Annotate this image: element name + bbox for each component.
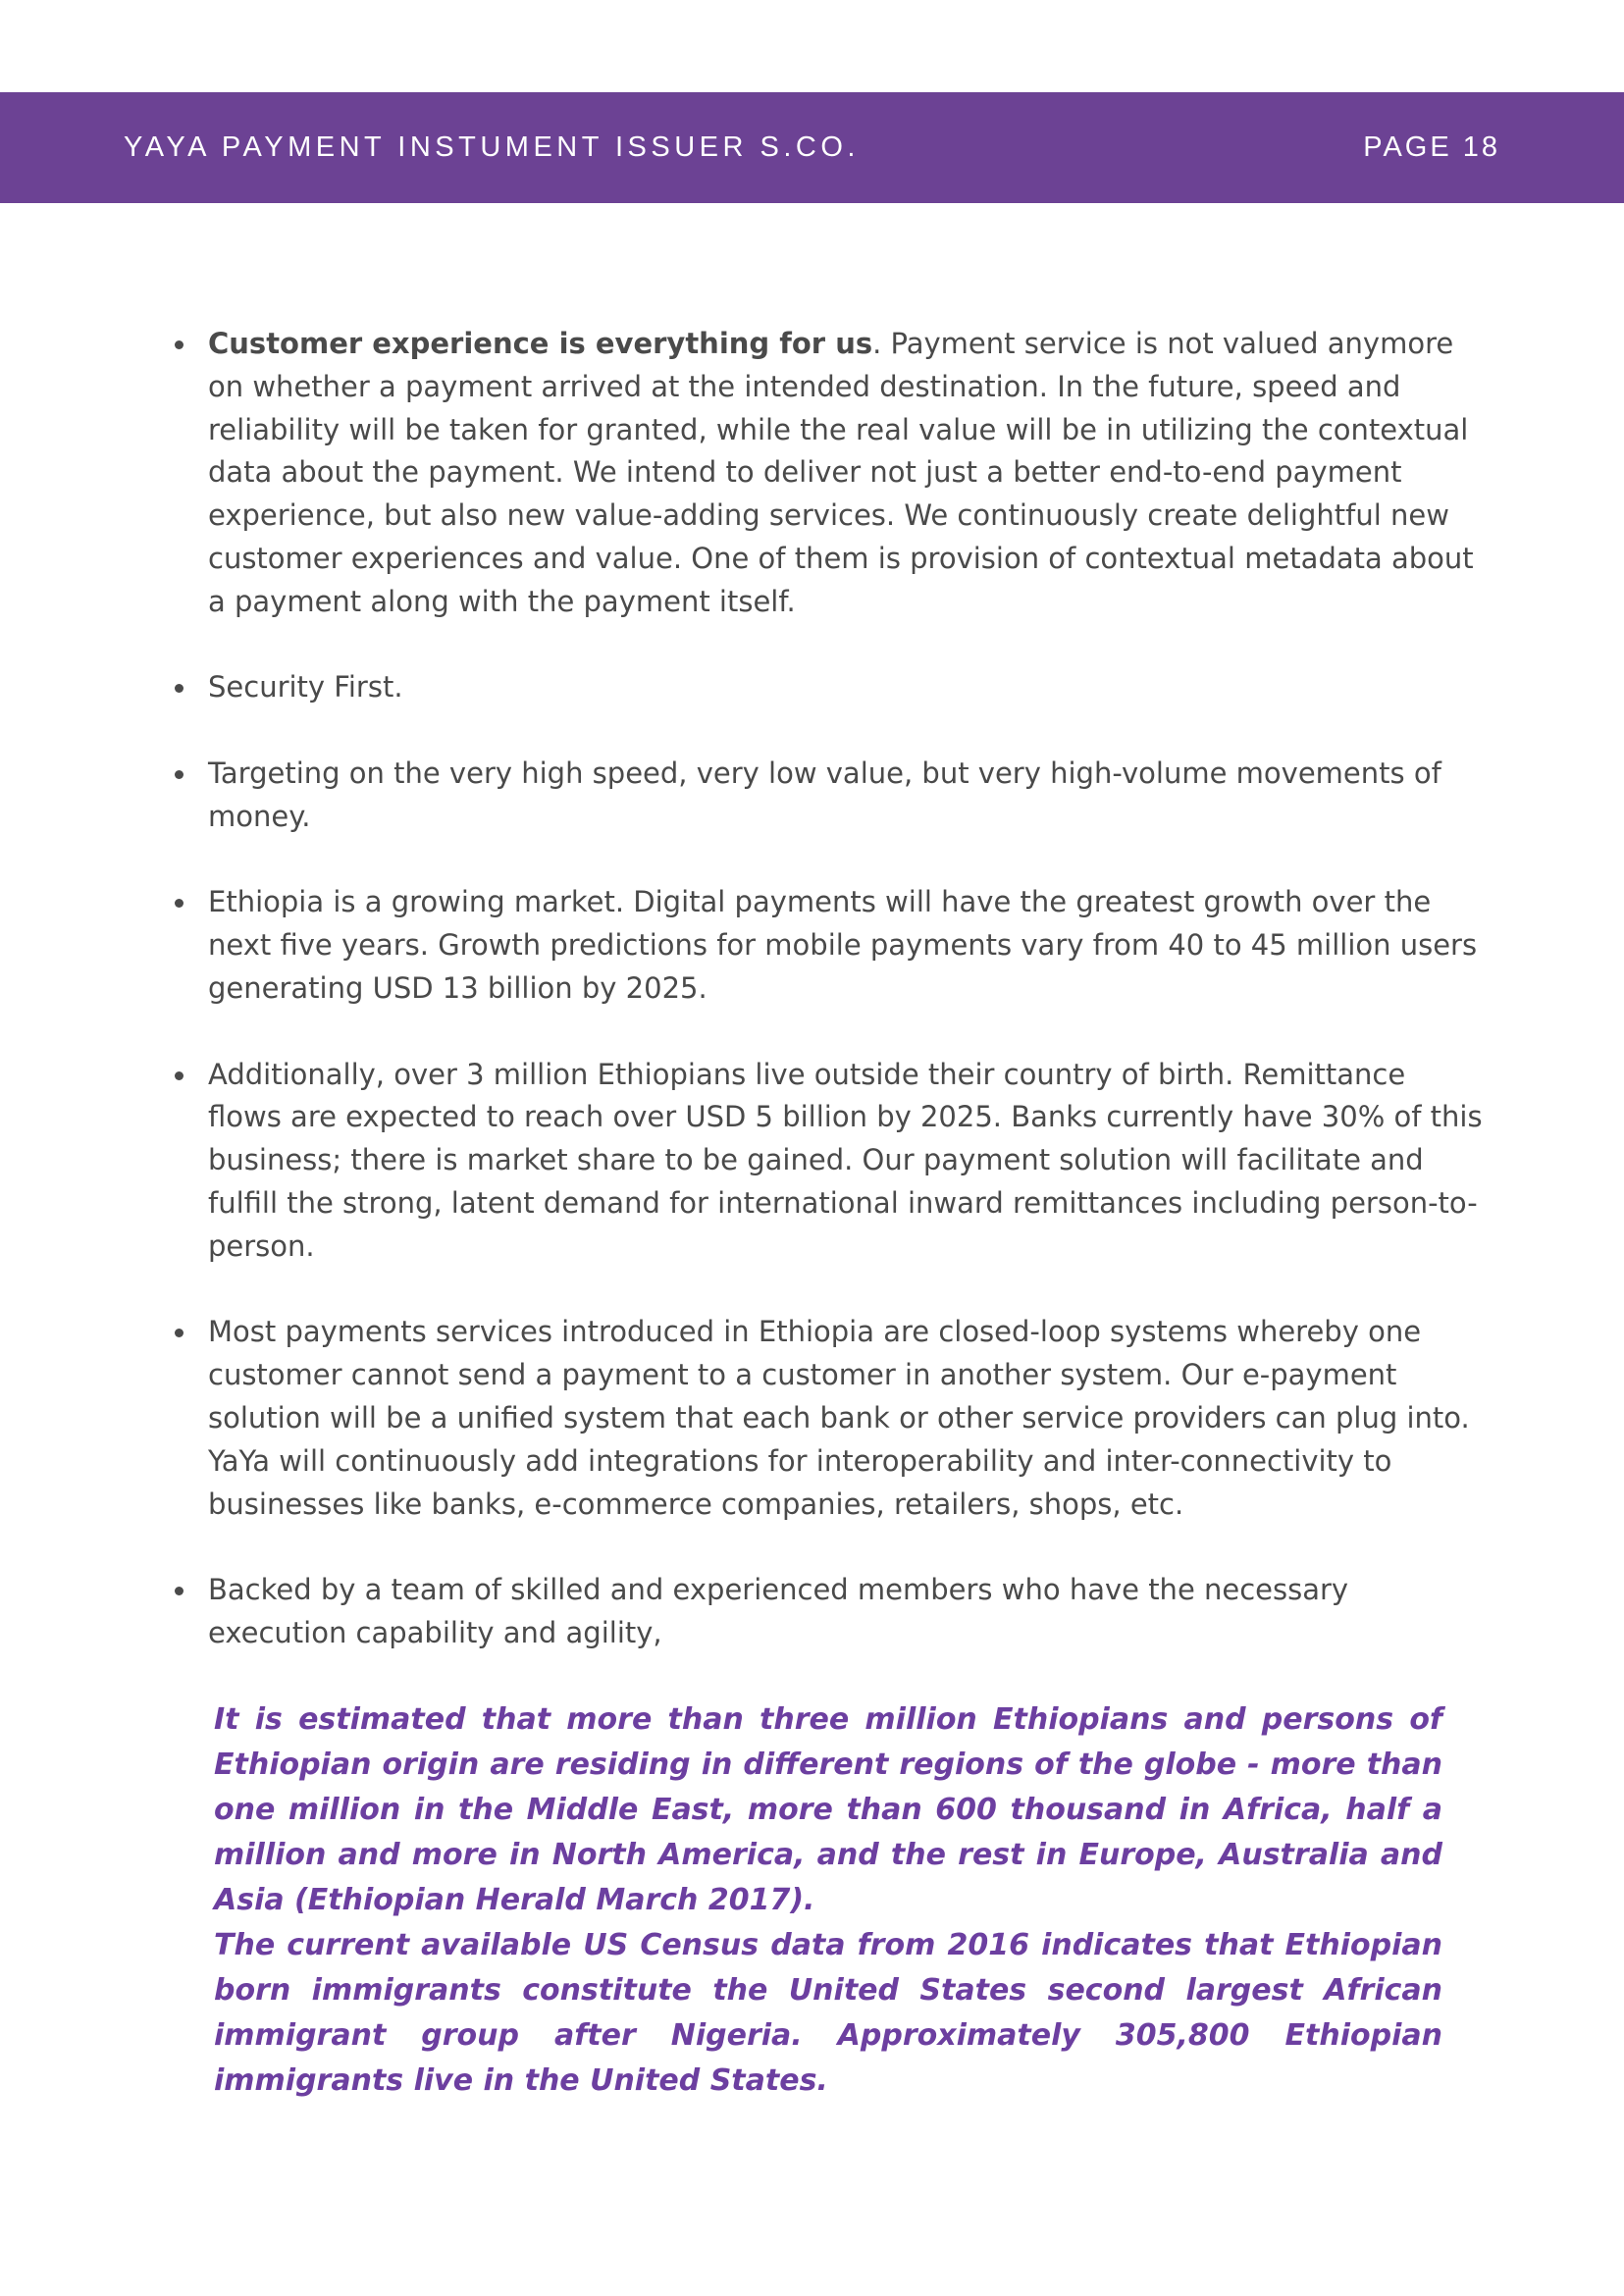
page-number: PAGE 18 [1363, 131, 1500, 163]
bullet-text: Additionally, over 3 million Ethiopians live outside their country of birth. Remittance flows are expected to reach over USD 5 billion by 2025. Banks currently have 30% of this business; there is market share to be gained. Our payment solution will facilitate and fulfill the strong, latent demand for international inward remittances including person-to-person. [208, 1057, 1483, 1263]
list-item [208, 1311, 1484, 1526]
bullet-bold-lead: Customer experience is everything for us [208, 327, 873, 360]
bullet-text: Most payments services introduced in Ethiopia are closed-loop systems whereby one customer cannot send a payment to a customer in another system. Our e-payment solution will be a unified system that each bank or other service providers can plug into. YaYa will continuously add integrations for interoperability and inter-connectivity to businesses like banks, e-commerce companies, retailers, shops, etc. [208, 1315, 1470, 1521]
diaspora-note: It is estimated that more than three million Ethiopians and persons of Ethiopian origin are residing in different regions of the globe - more than one million in the Middle East, more than 600 thousand in Africa, half a million and more in North America, and the rest in Europe, Australia and Asia (Ethiopian Herald March 2017). [214, 1702, 1442, 1917]
list-item [208, 753, 1484, 839]
company-name: YAYA PAYMENT INSTUMENT ISSUER S.CO. [124, 131, 860, 163]
census-note: The current available US Census data from 2016 indicates that Ethiopian born immigrants constitute the United States second largest African immigrant group after Nigeria. Approximately 305,800 Ethiopian immigrants live in the United States. [214, 1928, 1442, 2098]
list-item [208, 881, 1484, 1010]
bullet-text: Security First. [208, 670, 403, 704]
bullet-text: . Payment service is not valued anymore on whether a payment arrived at the intended destination. In the future, speed and reliability will be taken for granted, while the real value will be in utilizing the contextual data about the payment. We intend to deliver not just a better end-to-end payment experience, but also new value-adding services. We continuously create delightful new customer experiences and value. One of them is provision of contextual metadata about a payment along with the payment itself. [208, 327, 1474, 618]
list-item [208, 323, 1484, 624]
bullet-list [208, 323, 1484, 1698]
list-item [208, 666, 1484, 709]
bullet-text: Backed by a team of skilled and experienced members who have the necessary execution capability and agility, [208, 1573, 1349, 1649]
list-item [208, 1054, 1484, 1269]
bullet-text: Ethiopia is a growing market. Digital payments will have the greatest growth over the next five years. Growth predictions for mobile payments vary from 40 to 45 million users generating USD 13 billion by 2025. [208, 885, 1478, 1005]
bullet-text: Targeting on the very high speed, very low value, but very high-volume movements of money. [208, 756, 1441, 833]
list-item [208, 1569, 1484, 1655]
page-header [0, 92, 1624, 203]
